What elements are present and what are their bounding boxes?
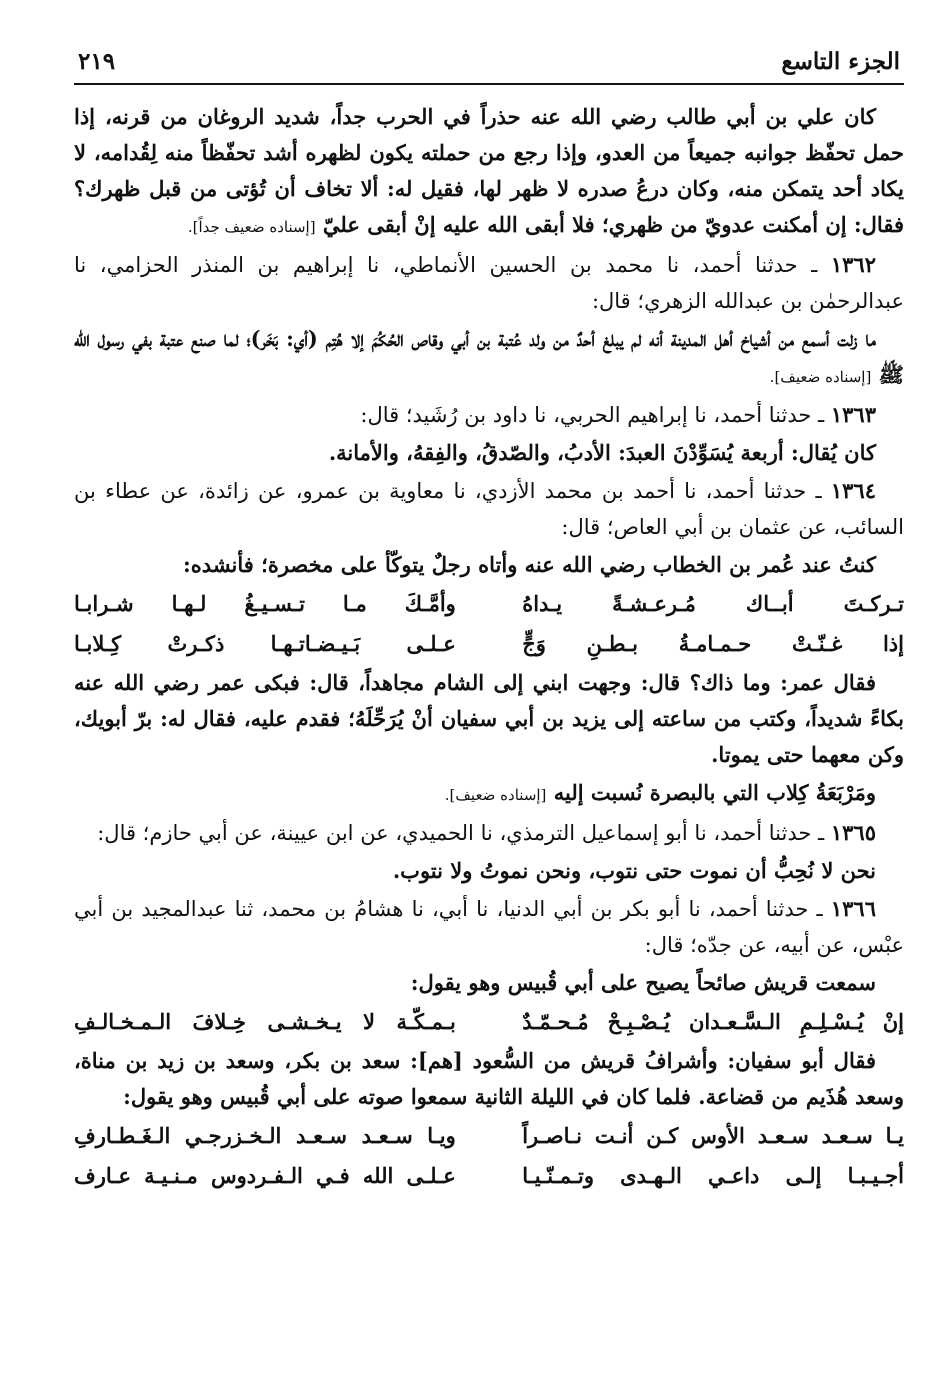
chain-1362: ١٣٦٢ ـ حدثنا أحمد، نا محمد بن الحسين الأنماطي، نا إبراهيم بن المنذر الحزامي، نا عبدالرحمٰن بن عبدالله الزهري؛ قال: (74, 252, 904, 313)
verse-hemistich: أجـيـبـا إلـى داعـي الـهـدى وتـمـنّـيـا (522, 1163, 904, 1188)
text-1363: كان يُقال: أربعة يُسَوِّدْنَ العبدَ: الأدبُ، والصّدقُ، والفِقهُ، والأمانة. (328, 440, 876, 465)
hadith-number: ١٣٦٣ (830, 402, 876, 427)
verse-hemistich: تـركـتَ أبــاك مُـرعـشـةً يـداهُ (522, 591, 904, 616)
chain-1365: ١٣٦٥ ـ حدثنا أحمد، نا أبو إسماعيل الترمذي، نا الحميدي، عن ابن عيينة، عن أبي حازم؛ قال: (97, 820, 876, 845)
chain-1364: ١٣٦٤ ـ حدثنا أحمد، نا أحمد بن محمد الأزدي، نا معاوية بن عمرو، عن زائدة، عن عطاء بن السائب، عن عثمان بن أبي العاص؛ قال: (74, 478, 904, 539)
text-1364-continued: فقال عمر: وما ذاك؟ قال: وجهت ابني إلى الشام مجاهداً، قال: فبكى عمر رضي الله عنه بكاءً شديداً، وكتب من ساعته إلى يزيد بن أبي سفيان أنْ يُرَحِّلَهُ؛ فقدم عليه، فقال له: برّ أبويك، وكن معهما حتى يموتا. (74, 670, 904, 767)
text-1365: نحن لا نُحِبُّ أن نموت حتى نتوب، ونحن نموتُ ولا نتوب. (392, 858, 876, 883)
text-1366-continued: فقال أبو سفيان: وأشرافُ قريش من السُّعود [هم]: سعد بن بكر، وسعد بن زيد بن مناة، وسعد هُذَيم من قضاعة. فلما كان في الليلة الثانية سمعوا صوته على أبي قُبيس وهو يقول: (74, 1048, 904, 1109)
grading: [إسناده ضعيف جداً]. (187, 218, 316, 236)
verse-line (74, 585, 904, 623)
text-1362: ما زلت أسمع من أشياخ أهل المدينة أنه لم يبلغ أحدٌ من ولد عُتبة بن أبي وقاص الحُكُمَ إلا هُتِم (أي: بَخَر)؛ لما صنع عتبة بفي رسول الله ﷺ [إسناده ضعيف]. (74, 326, 904, 387)
verse-hemistich: عـلـى الله فـي الـفـردوس مـنـيـة عـارف (74, 1163, 456, 1188)
header-rule (74, 83, 904, 85)
grading: [إسناده ضعيف]. (769, 368, 872, 386)
hadith-number: ١٣٦٥ (830, 820, 876, 845)
verse-hemistich: إذا غـنّـتْ حـمـامـةُ بـطـنِ وَجٍّ (522, 631, 904, 656)
verse-line (74, 1003, 904, 1041)
hadith-number: ١٣٦٤ (830, 478, 876, 503)
hadith-number: ١٣٦٦ (830, 896, 876, 921)
page-header (74, 48, 904, 83)
verse-hemistich: يـا سـعـد سـعـد الأوس كـن أنـت نـاصـراً (522, 1123, 904, 1148)
grading: [إسناده ضعيف]. (444, 786, 547, 804)
page-number: ٢١٩ (78, 48, 116, 75)
chain-1363: ١٣٦٣ ـ حدثنا أحمد، نا إبراهيم الحربي، نا داود بن رُشَيد؛ قال: (360, 402, 876, 427)
narration-ali: كان علي بن أبي طالب رضي الله عنه حذراً في الحرب جداً، شديد الروغان من قرنه، إذا حمل تحفّظ جوانبه جميعاً من العدو، وإذا رجع من حملته يكون لظهره أشد تحفّظاً منه لِقُدامه، لا يكاد أحد يتمكن منه، وكان درعُ صدره لا ظهر لها، فقيل له: ألا تخاف أن تُؤتى من قبل ظهرك؟ فقال: إن أمكنت عدويّ من ظهري؛ فلا أبقى الله عليه إنْ أبقى عليّ [إسناده ضعيف جداً]. (74, 104, 904, 237)
note-1364: ومَرْبَعَةُ كِلاب التي بالبصرة نُسبت إليه [إسناده ضعيف]. (444, 780, 876, 805)
text-1364: كنتُ عند عُمر بن الخطاب رضي الله عنه وأتاه رجلٌ يتوكّأ على مخصرة؛ فأنشده: (183, 552, 876, 577)
verse-hemistich: إنْ يُـسْـلِـمِ الـسَّـعـدان يُـصْـبِـحْ مُـحـمّـدٌ (522, 1009, 904, 1034)
verse-line (74, 1117, 904, 1155)
running-title: الجزء التاسع (781, 48, 900, 75)
verse-line (74, 1157, 904, 1195)
verse-hemistich: ويـا سـعـد سـعـد الـخـزرجـي الـغَـطـارفِ (74, 1123, 456, 1148)
text-1366: سمعت قريش صائحاً يصيح على أبي قُبيس وهو يقول: (410, 970, 876, 995)
verse-line (74, 625, 904, 663)
hadith-number: ١٣٦٢ (830, 252, 876, 277)
verse-hemistich: عـلـى بَـيـضـاتـهـا ذكـرتْ كِـلابـا (74, 631, 456, 656)
verse-hemistich: وأمَّـكَ مـا تـسـيـغُ لـهـا شـرابـا (74, 591, 456, 616)
verse-hemistich: بـمـكّـة لا يـخـشـى خِـلافَ الـمـخـالـفِ (74, 1009, 456, 1034)
chain-1366: ١٣٦٦ ـ حدثنا أحمد، نا أبو بكر بن أبي الدنيا، نا أبي، نا هشامُ بن محمد، ثنا عبدالمجيد بن أبي عبْس، عن أبيه، عن جدّه؛ قال: (74, 896, 904, 957)
